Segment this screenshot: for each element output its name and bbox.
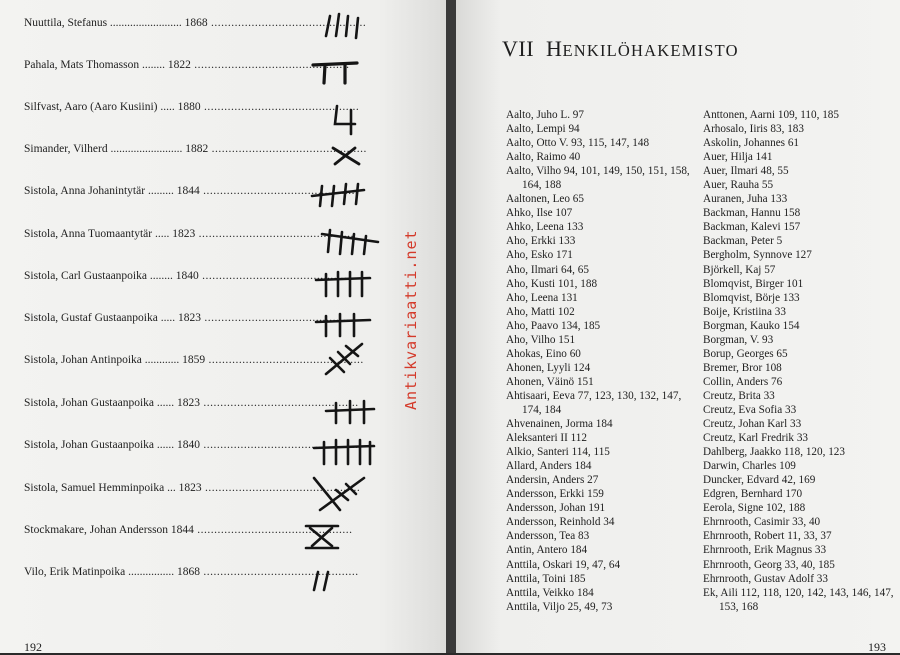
- list-item: Stockmakare, Johan Andersson 1844 ..............................................: [24, 524, 353, 536]
- index-entry: Anttonen, Aarni 109, 110, 185: [703, 109, 839, 121]
- list-item: Vilo, Erik Matinpoika ................ 1868 ..............................................: [24, 566, 359, 578]
- entry-name: Simander, Vilherd: [24, 143, 108, 155]
- index-entry: Ahko, Leena 133: [506, 221, 584, 234]
- chapter-title-rest: ENKILÖHAKEMISTO: [562, 41, 739, 60]
- left-page: [0, 0, 446, 653]
- index-entry: Björkell, Kaj 57: [703, 263, 776, 276]
- handwritten-mark-tally: [312, 8, 372, 44]
- index-entry: Borgman, Kauko 154: [703, 319, 800, 332]
- handwritten-mark-comb: [322, 395, 378, 429]
- index-entry: Andersson, Johan 191: [506, 502, 606, 515]
- index-entry: Backman, Hannu 158: [703, 207, 801, 220]
- index-entry: Creutz, Karl Fredrik 33: [703, 432, 809, 445]
- index-entry: Aalto, Raimo 40: [506, 151, 581, 164]
- index-entry: 174, 184: [522, 403, 562, 416]
- index-entry: Ehrnrooth, Robert 11, 33, 37: [703, 530, 832, 543]
- index-entry: Aho, Ilmari 64, 65: [506, 263, 589, 276]
- handwritten-mark-comb: [312, 266, 374, 302]
- index-entry: Ek, Aili 112, 118, 120, 142, 143, 146, 147,: [703, 586, 894, 599]
- handwritten-mark-x: [325, 142, 369, 170]
- right-page: [456, 0, 900, 653]
- handwritten-mark-double-slash: [302, 566, 338, 596]
- index-entry: Ahonen, Lyyli 124: [506, 361, 591, 374]
- entry-year: 1840: [175, 270, 199, 282]
- entry-name: Sistola, Anna Johanintytär: [24, 185, 146, 197]
- list-item: Sistola, Johan Antinpoika ............ 1859 ..............................................: [24, 354, 364, 366]
- index-entry: Auer, Rauha 55: [703, 179, 774, 192]
- entry-name: Sistola, Gustaf Gustaanpoika: [24, 312, 158, 324]
- handwritten-mark-comb: [306, 180, 370, 214]
- entry-name: Pahala, Mats Thomasson: [24, 59, 140, 71]
- handwritten-mark-comb: [312, 308, 374, 342]
- entry-year: 1868: [176, 566, 200, 578]
- index-entry: Ehrnrooth, Georg 33, 40, 185: [703, 558, 835, 571]
- entry-year: 1840: [177, 439, 200, 451]
- entry-name: Stockmakare, Johan Andersson: [24, 524, 169, 536]
- entry-year: 1859: [182, 354, 206, 366]
- index-column-1: [506, 108, 690, 614]
- entry-year: 1882: [185, 143, 209, 155]
- index-entry: Arhosalo, Iiris 83, 183: [703, 123, 804, 136]
- entry-name: Silfvast, Aaro (Aaro Kusiini): [24, 101, 158, 113]
- list-item: Sistola, Carl Gustaanpoika ........ 1840 ..............................................: [24, 270, 358, 282]
- index-entry: Ahvenainen, Jorma 184: [506, 418, 613, 431]
- index-entry: Anttila, Oskari 19, 47, 64: [506, 558, 621, 571]
- index-entry: Aleksanteri II 112: [506, 432, 587, 445]
- index-entry: Borup, Georges 65: [703, 347, 788, 360]
- entry-year: 1823: [178, 482, 202, 494]
- watermark: Antikvariaatti.net: [402, 229, 420, 410]
- index-entry: Boije, Kristiina 33: [703, 305, 786, 318]
- index-entry: Anttila, Veikko 184: [506, 586, 594, 599]
- entry-name: Sistola, Johan Gustaanpoika: [24, 439, 154, 451]
- index-column-2: [703, 108, 894, 614]
- index-entry: Allard, Anders 184: [506, 460, 592, 473]
- list-item: Sistola, Johan Gustaanpoika ...... 1840 ..............................................: [24, 439, 359, 451]
- index-entry: Andersson, Reinhold 34: [506, 516, 615, 529]
- index-entry: Aho, Vilho 151: [506, 333, 576, 346]
- index-entry: Alkio, Santeri 114, 115: [506, 446, 610, 459]
- index-entry: Bremer, Bror 108: [703, 361, 782, 374]
- index-entry: Auranen, Juha 133: [703, 193, 788, 206]
- index-entry: Borgman, V. 93: [703, 333, 774, 346]
- list-item: Simander, Vilherd ......................... 1882 ..............................................: [24, 143, 367, 155]
- index-entry: Auer, Hilja 141: [703, 151, 773, 164]
- index-entry: Ehrnrooth, Gustav Adolf 33: [703, 572, 828, 585]
- index-entry: Collin, Anders 76: [703, 375, 783, 388]
- entry-name: Vilo, Erik Matinpoika: [24, 566, 126, 578]
- handwritten-mark-comb: [310, 434, 378, 470]
- index-entry: Backman, Peter 5: [703, 235, 783, 248]
- book-gutter: [446, 0, 456, 653]
- index-entry: Creutz, Brita 33: [703, 389, 775, 402]
- entry-year: 1844: [176, 185, 200, 197]
- chapter-title: [502, 36, 739, 62]
- handwritten-mark-four: [325, 100, 365, 140]
- list-item: Sistola, Anna Johanintytär ......... 1844 ..............................................: [24, 185, 359, 197]
- index-entry: Aalto, Vilho 94, 101, 149, 150, 151, 158,: [506, 165, 690, 178]
- index-entry: Andersson, Erkki 159: [506, 488, 604, 501]
- index-entry: Bergholm, Synnove 127: [703, 249, 812, 262]
- index-entry: Ahonen, Väinö 151: [506, 375, 594, 388]
- handwritten-mark-comb: [316, 222, 382, 258]
- index-entry: Aho, Kusti 101, 188: [506, 277, 598, 290]
- index-entry: Edgren, Bernhard 170: [703, 488, 803, 501]
- index-entry: Aho, Erkki 133: [506, 235, 576, 248]
- entry-name: Sistola, Johan Antinpoika: [24, 354, 142, 366]
- index-entry: Auer, Ilmari 48, 55: [703, 165, 789, 178]
- index-entry: Askolin, Johannes 61: [703, 137, 800, 150]
- entry-year: 1868: [184, 17, 208, 29]
- index-entry: Aalto, Lempi 94: [506, 123, 580, 136]
- index-entry: Creutz, Eva Sofia 33: [703, 403, 797, 416]
- index-entry: Blomqvist, Börje 133: [703, 291, 800, 304]
- entry-year: 1844: [170, 524, 194, 536]
- index-entry: Antin, Antero 184: [506, 544, 588, 557]
- index-entry: 153, 168: [719, 600, 759, 613]
- page-number-right: 193: [868, 640, 886, 654]
- entry-year: 1880: [177, 101, 201, 113]
- entry-year: 1823: [172, 228, 196, 240]
- handwritten-mark-boxed-x: [300, 520, 344, 554]
- entry-name: Nuuttila, Stefanus: [24, 17, 108, 29]
- index-entry: Aalto, Juho L. 97: [506, 109, 584, 121]
- entry-year: 1823: [177, 397, 200, 409]
- index-entry: Dahlberg, Jaakko 118, 120, 123: [703, 446, 845, 459]
- list-item: Pahala, Mats Thomasson ........ 1822 ..............................................: [24, 59, 350, 71]
- entry-name: Sistola, Anna Tuomaantytär: [24, 228, 153, 240]
- index-entry: Duncker, Edvard 42, 169: [703, 474, 816, 487]
- entry-year: 1822: [167, 59, 191, 71]
- index-entry: Ehrnrooth, Casimir 33, 40: [703, 516, 821, 529]
- index-entry: Ehrnrooth, Erik Magnus 33: [703, 544, 827, 557]
- entry-name: Sistola, Carl Gustaanpoika: [24, 270, 147, 282]
- index-entry: Ahokas, Eino 60: [506, 347, 581, 360]
- list-item: Sistola, Anna Tuomaantytär ..... 1823 ..............................................: [24, 228, 354, 240]
- entry-name: Sistola, Johan Gustaanpoika: [24, 397, 154, 409]
- index-entry: 164, 188: [522, 179, 562, 192]
- list-item: Sistola, Johan Gustaanpoika ...... 1823 ..............................................: [24, 397, 359, 409]
- index-entry: Aho, Paavo 134, 185: [506, 319, 601, 332]
- index-entry: Aaltonen, Leo 65: [506, 193, 584, 206]
- index-entry: Aalto, Otto V. 93, 115, 147, 148: [506, 137, 650, 150]
- index-entry: Andersson, Tea 83: [506, 530, 590, 543]
- index-entry: Ahtisaari, Eeva 77, 123, 130, 132, 147,: [506, 389, 682, 402]
- chapter-number: VII: [502, 36, 535, 61]
- list-item: Sistola, Gustaf Gustaanpoika ..... 1823 ..............................................: [24, 312, 360, 324]
- list-item: Sistola, Samuel Hemminpoika ... 1823 ..............................................: [24, 482, 361, 494]
- entry-year: 1823: [177, 312, 201, 324]
- chapter-title-initial: H: [546, 36, 563, 61]
- index-entry: Aho, Leena 131: [506, 291, 578, 304]
- index-entry: Eerola, Signe 102, 188: [703, 502, 806, 515]
- index-entry: Aho, Esko 171: [506, 249, 573, 262]
- index-entry: Creutz, Johan Karl 33: [703, 418, 802, 431]
- index-entry: Ahko, Ilse 107: [506, 207, 573, 220]
- index-entry: Andersin, Anders 27: [506, 474, 599, 487]
- index-entry: Aho, Matti 102: [506, 305, 575, 318]
- index-entry: Anttila, Viljo 25, 49, 73: [506, 600, 613, 613]
- list-item: Silfvast, Aaro (Aaro Kusiini) ..... 1880 ..............................................: [24, 101, 360, 113]
- index-entry: Blomqvist, Birger 101: [703, 277, 804, 290]
- index-entry: Backman, Kalevi 157: [703, 221, 801, 234]
- page-number-left: 192: [24, 640, 42, 654]
- entry-name: Sistola, Samuel Hemminpoika: [24, 482, 165, 494]
- handwritten-mark-diagonal: [318, 338, 370, 380]
- index-entry: Anttila, Toini 185: [506, 572, 586, 585]
- handwritten-mark-x-comb: [310, 470, 372, 520]
- list-item: Nuuttila, Stefanus ......................... 1868 ..............................................: [24, 17, 367, 29]
- index-entry: Darwin, Charles 109: [703, 460, 796, 473]
- handwritten-mark-pi: [305, 55, 365, 89]
